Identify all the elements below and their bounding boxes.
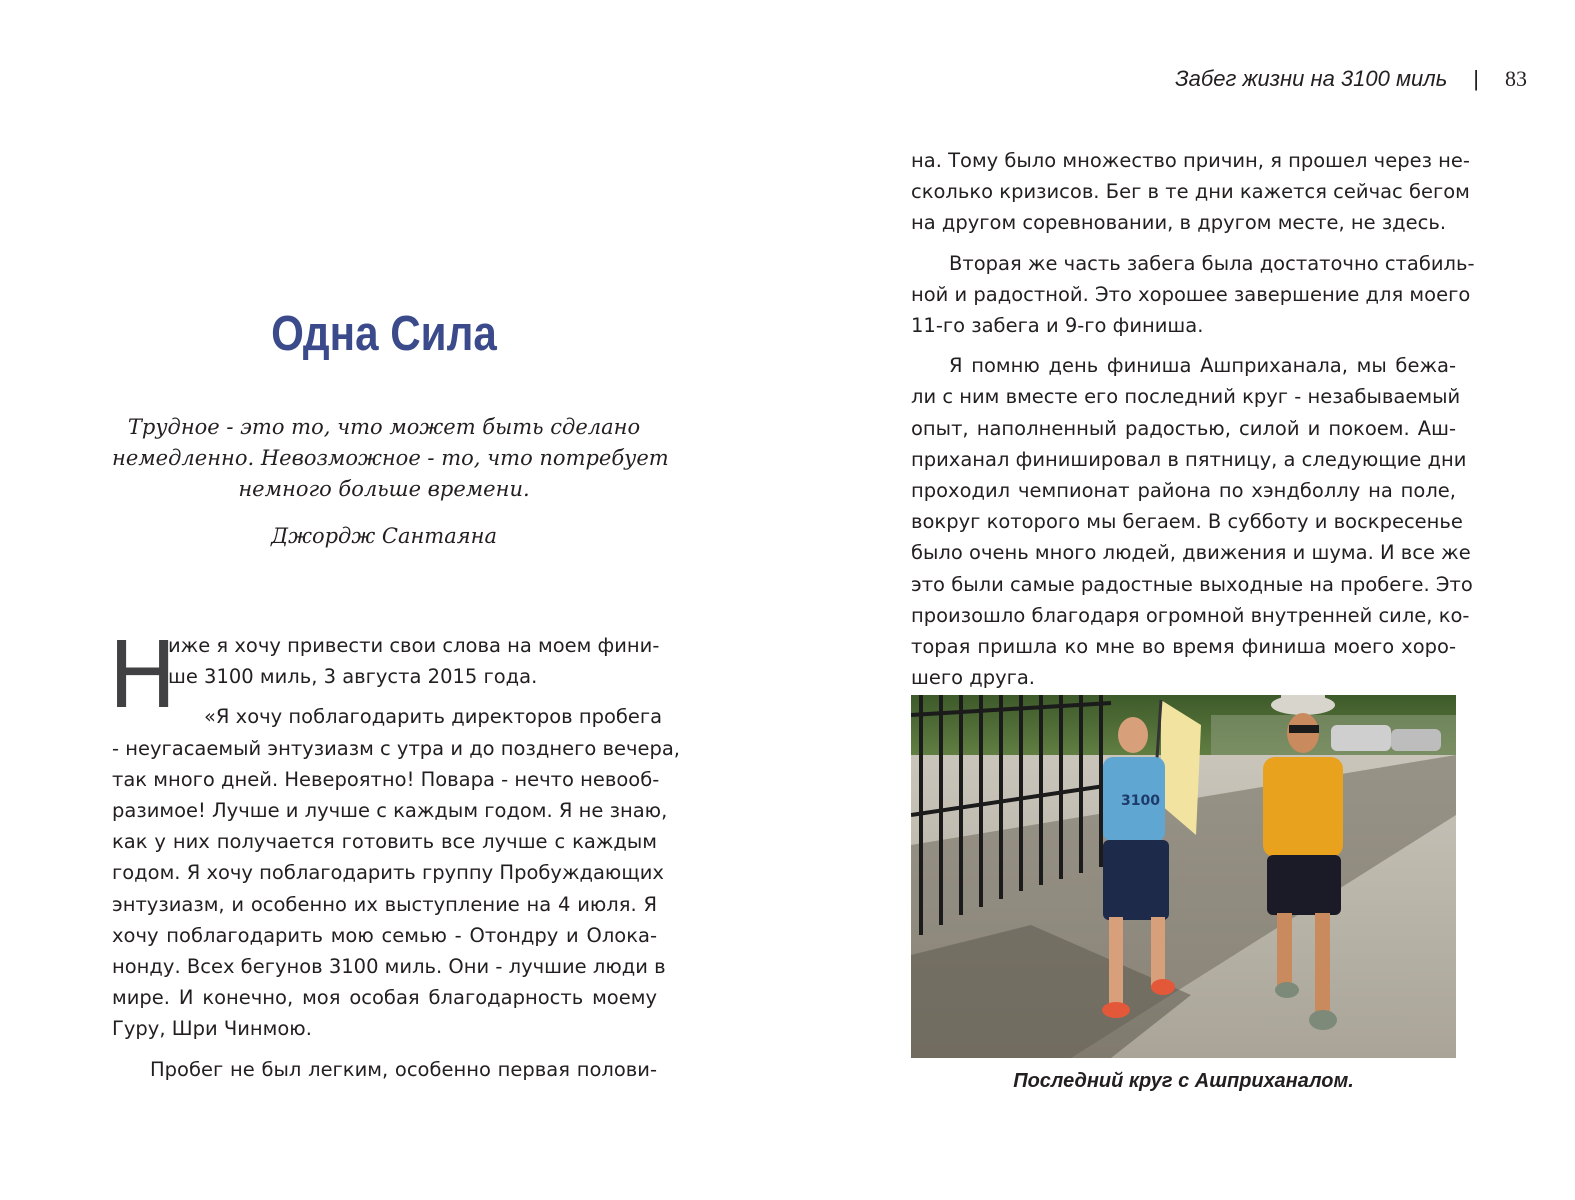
epigraph-line: немного больше времени. xyxy=(238,477,530,501)
text-line: приханал финишировал в пятницу, а следующие дни xyxy=(911,447,1467,471)
epigraph-line: немедленно. Невозможное - то, что потребует xyxy=(112,446,669,470)
text-line: ли с ним вместе его последний круг - незабываемый xyxy=(911,385,1461,409)
epigraph-author: Джордж Сантаяна xyxy=(271,524,497,548)
text-line: на. Тому было множество причин, я прошел через не- xyxy=(911,149,1470,172)
text-line: годом. Я хочу поблагодарить группу Пробуждающих xyxy=(112,861,664,885)
page-number: 83 xyxy=(1505,66,1527,91)
paragraph xyxy=(911,145,1470,239)
runners-photo xyxy=(911,695,1456,1058)
shirt-number: 3100 xyxy=(1121,793,1160,809)
text-line: торая пришла ко мне во время финиша моего хоро- xyxy=(911,635,1456,659)
text-line: было очень много людей, движения и шума. И все же xyxy=(911,541,1471,565)
paragraph xyxy=(911,350,1473,693)
text-line: хочу поблагодарить мою семью - Отондру и Олока- xyxy=(112,923,657,947)
epigraph-line: Трудное - это то, что может быть сделано xyxy=(127,415,641,439)
photo-caption: Последний круг с Ашприханалом. xyxy=(1013,1070,1354,1092)
text-line: так много дней. Невероятно! Повара - нечто невооб- xyxy=(112,767,660,791)
text-line: - неугасаемый энтузиазм с утра и до позднего вечера, xyxy=(112,736,680,760)
running-head-title: Забег жизни на 3100 миль xyxy=(1175,66,1448,91)
quote-paragraph xyxy=(112,701,680,1044)
text-line: опыт, наполненный радостью, силой и покоем. Аш- xyxy=(911,416,1456,440)
running-head xyxy=(1087,66,1527,92)
first-paragraph xyxy=(112,630,660,692)
left-page xyxy=(0,0,787,1200)
runners-photo-illustration xyxy=(911,695,1456,1058)
text-line: иже я хочу привести свои слова на моем фини- xyxy=(168,634,660,657)
text-line: 11-го забега и 9-го финиша. xyxy=(911,314,1204,338)
text-line: как у них получается готовить все лучше с каждым xyxy=(112,830,657,854)
left-body-text xyxy=(112,630,680,1085)
text-line: разимое! Лучше и лучше с каждым годом. Я не знаю, xyxy=(112,799,668,823)
text-line: нонду. Всех бегунов 3100 миль. Они - лучшие люди в xyxy=(112,955,666,979)
text-line: вокруг которого мы бегаем. В субботу и воскресенье xyxy=(911,510,1463,534)
text-line: энтузиазм, и особенно их выступление на 4 июля. Я xyxy=(112,892,657,916)
last-paragraph xyxy=(112,1054,657,1085)
epigraph xyxy=(112,412,669,505)
running-head-separator: | xyxy=(1473,66,1479,91)
text-line: мире. И конечно, моя особая благодарность моему xyxy=(112,986,657,1010)
text-line: «Я хочу поблагодарить директоров пробега xyxy=(204,705,663,729)
text-line: сколько кризисов. Бег в те дни кажется сейчас бегом xyxy=(911,180,1470,204)
paragraph xyxy=(911,248,1475,342)
text-line: Вторая же часть забега была достаточно стабиль- xyxy=(949,251,1475,275)
text-line: Пробег не был легким, особенно первая полови- xyxy=(150,1057,657,1081)
chapter-title: Одна Сила xyxy=(271,307,497,361)
right-page xyxy=(787,0,1575,1200)
text-line: Я помню день финиша Ашприханала, мы бежа- xyxy=(949,354,1456,378)
text-line: шего друга. xyxy=(911,666,1036,690)
text-line: ной и радостной. Это хорошее завершение для моего xyxy=(911,282,1471,306)
drop-cap: Н xyxy=(108,622,178,729)
text-line: произошло благодаря огромной внутренней силе, ко- xyxy=(911,603,1470,627)
text-line: проходил чемпионат района по хэндболлу на поле, xyxy=(911,479,1456,503)
text-line: ше 3100 миль, 3 августа 2015 года. xyxy=(168,665,538,689)
text-line: это были самые радостные выходные на пробеге. Это xyxy=(911,572,1473,596)
right-body-text xyxy=(911,145,1475,693)
text-line: Гуру, Шри Чинмою. xyxy=(112,1017,312,1041)
text-line: на другом соревновании, в другом месте, не здесь. xyxy=(911,211,1447,235)
